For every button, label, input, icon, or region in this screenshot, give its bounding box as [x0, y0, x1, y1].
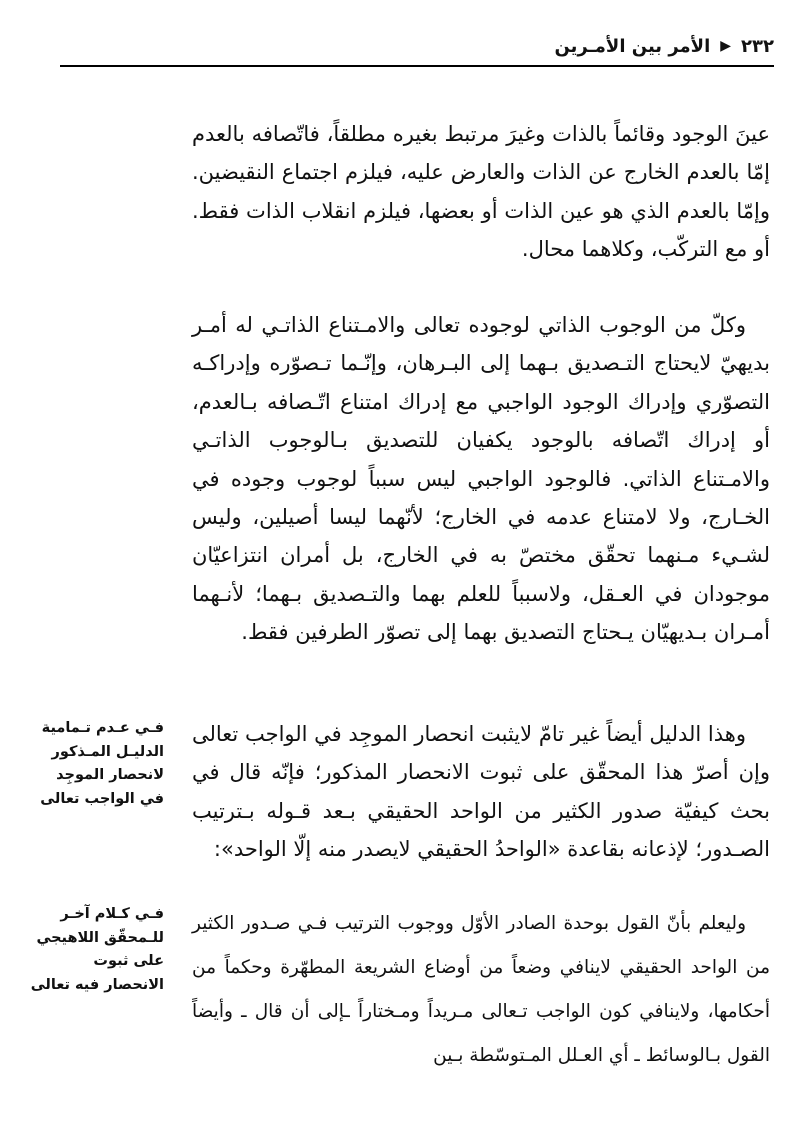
paragraph-3: وهذا الدليل أيضاً غير تامّ لايثبت انحصار الموجِد في الواجب تعالى وإن أصرّ هذا المحقّق على ثبوت الانحصار المذكور؛ فإنّه قال في بحث كيفيّة صدور الكثير من الواحد الحقيقي بـعد قـوله بـترتيب الصـدور؛ لإذعانه بقاعدة «الواحدُ الحقيقي لايصدر منه إلّا الواحد»:: [192, 722, 770, 862]
margin-note-1: فـي عـدم تـمامية الدليـل المـذكور لانحصار الموجِد في الواجب تعالى: [40, 720, 164, 807]
margin-note-2: فـي كـلام آخـر للـمحقّق اللاهيجي على ثبوت الانحصار فيه تعالى: [30, 906, 164, 993]
paragraph-block-2: [192, 306, 770, 652]
arrow-icon: ▶: [720, 38, 732, 54]
paragraph-block-3: [192, 715, 770, 869]
header-rule: [60, 65, 774, 67]
running-title: الأمر بين الأمـرين: [554, 35, 711, 57]
quotation-block: [192, 902, 770, 1078]
page-number: ٢٣٢: [741, 35, 774, 57]
paragraph-block-1: [192, 115, 770, 269]
running-header: [456, 30, 774, 62]
paragraph-2: وكلّ من الوجوب الذاتي لوجوده تعالى والامـتناع الذاتـي له أمـر بديهيّ لايحتاج التـصديق بـهما إلى البـرهان، وإنّـما تـصوّره وإدراكـه التصوّري وإدراك الوجود الواجبي مع إدراك امتناع اتّـصافه بـالعدم، أو إدراك اتّصافه بالوجود يكفيان للتصديق بـالوجوب الذاتـي والامـتناع الذاتي. فالوجود الواجبي ليس سبباً لوجوب وجوده في الخـارج، ولا لامتناع عدمه في الخارج؛ لأنّهما ليسا أصيلين، وليس لشـيء مـنهما تحقّق مختصّ به في الخارج، بل أمران انتزاعيّان موجودان في العـقل، ولاسبباً للعلم بهما والتـصديق بـهما؛ لأنـهما أمـران بـديهيّان يـحتاج التصديق بهما إلى تصوّر الطرفين فقط.: [192, 313, 770, 645]
quotation-paragraph: وليعلم بأنّ القول بوحدة الصادر الأوّل ووجوب الترتيب فـي صـدور الكثير من الواحد الحقيقي لاينافي وضعاً من أوضاع الشريعة المطهّرة وحكماً من أحكامها، ولاينافي كون الواجب تـعالى مـريداً ومـختاراً ـإلى أن قال ـ وأيضاً القول بـالوسائط ـ أي العـلل المـتوسّطة بـين: [192, 913, 770, 1066]
paragraph-1: عينَ الوجود وقائماً بالذات وغيرَ مرتبط بغيره مطلقاً، فاتّصافه بالعدم إمّا بالعدم الخارج عن الذات والعارض عليه، فيلزم اجتماع النقيضين. وإمّا بالعدم الذي هو عين الذات أو بعضها، فيلزم انقلاب الذات فقط. أو مع التركّب، وكلاهما محال.: [192, 122, 770, 262]
